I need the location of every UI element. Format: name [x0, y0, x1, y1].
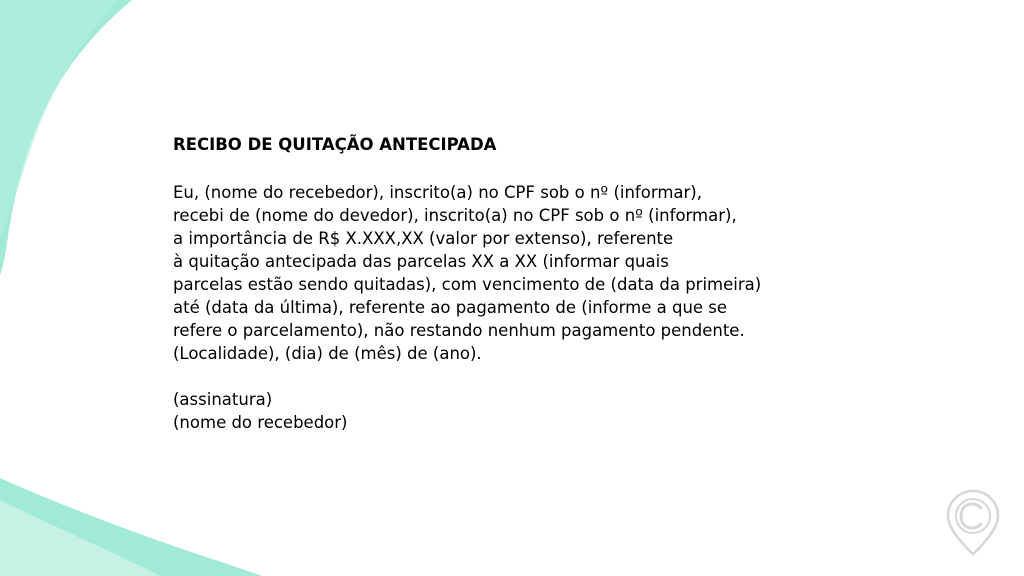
body-line: recebi de (nome do devedor), inscrito(a) no CPF sob o nº (informar),: [173, 206, 737, 225]
body-line: (Localidade), (dia) de (mês) de (ano).: [173, 344, 482, 363]
body-line: a importância de R$ X.XXX,XX (valor por extenso), referente: [173, 229, 674, 248]
body-line: à quitação antecipada das parcelas XX a XX (informar quais: [173, 252, 669, 271]
top-left-wave-light: [0, 0, 118, 240]
signature-block: [173, 388, 893, 434]
body-line: refere o parcelamento), não restando nenhum pagamento pendente.: [173, 321, 745, 340]
body-line: parcelas estão sendo quitadas), com vencimento de (data da primeira): [173, 275, 762, 294]
body-line: até (data da última), referente ao pagamento de (informe a que se: [173, 298, 728, 317]
location-pin-c-logo-icon: [944, 488, 1002, 558]
document-title: RECIBO DE QUITAÇÃO ANTECIPADA: [173, 135, 497, 154]
document-body: [173, 181, 893, 365]
receipt-document: [173, 133, 893, 434]
signature-line: (assinatura): [173, 390, 273, 409]
body-line: Eu, (nome do recebedor), inscrito(a) no CPF sob o nº (informar),: [173, 183, 702, 202]
signer-name-line: (nome do recebedor): [173, 413, 348, 432]
